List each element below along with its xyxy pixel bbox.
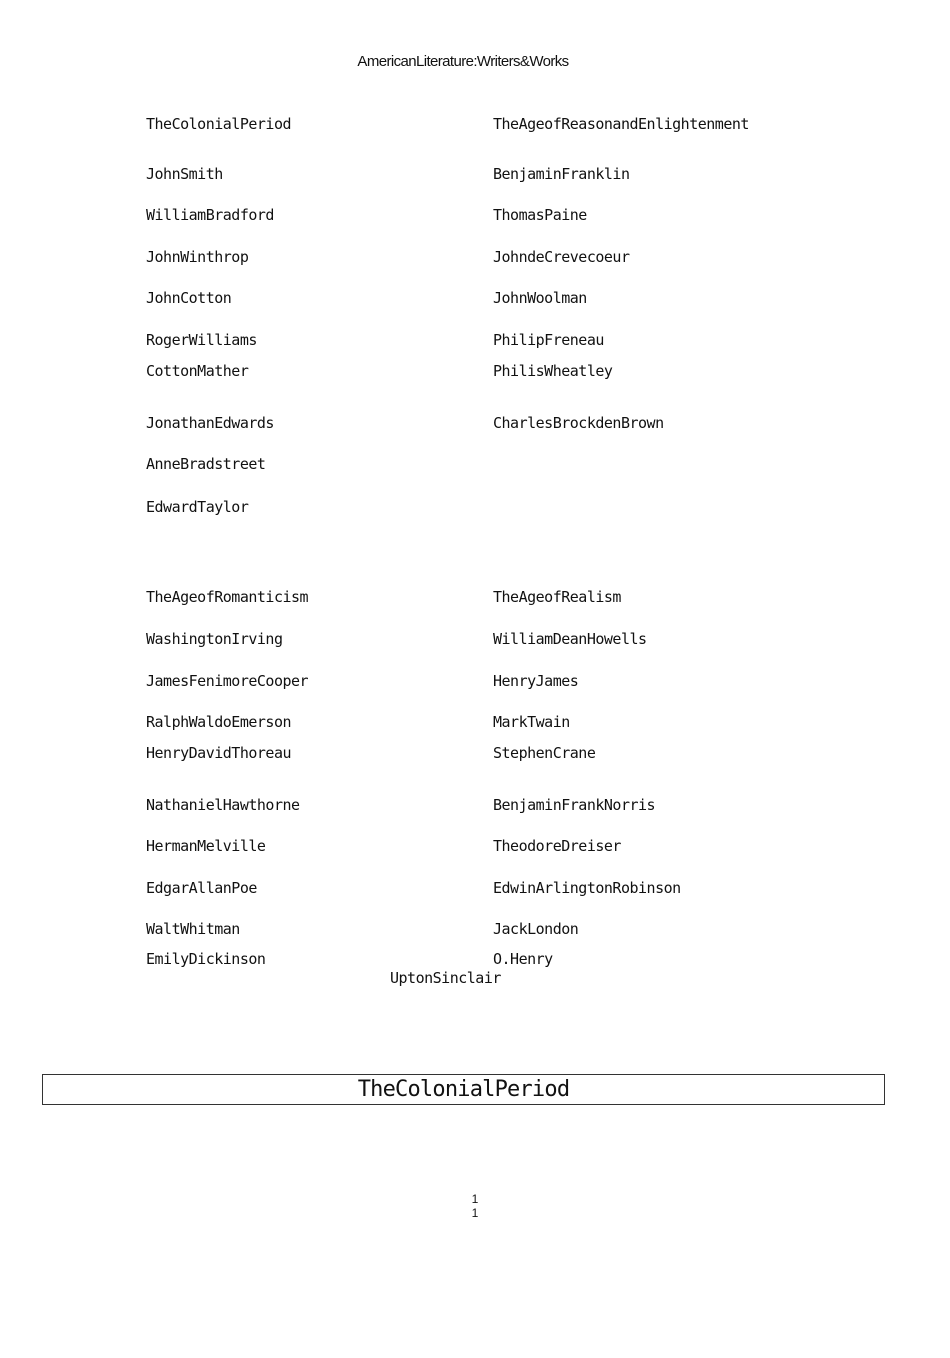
writer-item: HenryDavidThoreau [146,744,292,762]
writer-item: StephenCrane [493,744,596,762]
writer-item: ThomasPaine [493,206,587,224]
chapter-title-box [42,1074,885,1105]
writer-item: JohnWinthrop [146,248,249,266]
section-heading-reason: TheAgeofReasonandEnlightenment [493,115,749,133]
writer-item: CottonMather [146,362,249,380]
writer-item: JackLondon [493,920,579,938]
section-heading-romanticism: TheAgeofRomanticism [146,588,309,606]
writer-item: BenjaminFrankNorris [493,796,656,814]
writer-item: RogerWilliams [146,331,257,349]
writer-item: O.Henry [493,950,553,968]
writer-item: JamesFenimoreCooper [146,672,309,690]
writer-item: EdwinArlingtonRobinson [493,879,681,897]
writer-item: PhilisWheatley [493,362,613,380]
writer-item: EdwardTaylor [146,498,249,516]
writer-item: JonathanEdwards [146,414,274,432]
writer-item: HenryJames [493,672,579,690]
writer-item: JohnWoolman [493,289,587,307]
writer-item: JohndeCrevecoeur [493,248,630,266]
writer-item: CharlesBrockdenBrown [493,414,664,432]
writer-item: TheodoreDreiser [493,837,621,855]
section-heading-colonial: TheColonialPeriod [146,115,292,133]
writer-item: UptonSinclair [390,969,501,987]
writer-item: PhilipFreneau [493,331,604,349]
document-header: AmericanLiterature:Writers&Works [357,53,569,70]
writer-item: WilliamBradford [146,206,274,224]
writer-item: RalphWaldoEmerson [146,713,292,731]
writer-item: HermanMelville [146,837,266,855]
writer-item: BenjaminFranklin [493,165,630,183]
writer-item: JohnCotton [146,289,232,307]
writer-item: WashingtonIrving [146,630,283,648]
writer-item: MarkTwain [493,713,570,731]
writer-item: NathanielHawthorne [146,796,300,814]
chapter-title: TheColonialPeriod [357,1077,570,1102]
writer-item: WaltWhitman [146,920,240,938]
writer-item: EmilyDickinson [146,950,266,968]
writer-item: WilliamDeanHowells [493,630,647,648]
writer-item: EdgarAllanPoe [146,879,257,897]
page-number: 1 [471,1206,479,1220]
section-heading-realism: TheAgeofRealism [493,588,621,606]
page-number: 1 [471,1192,479,1206]
writer-item: AnneBradstreet [146,455,266,473]
writer-item: JohnSmith [146,165,223,183]
